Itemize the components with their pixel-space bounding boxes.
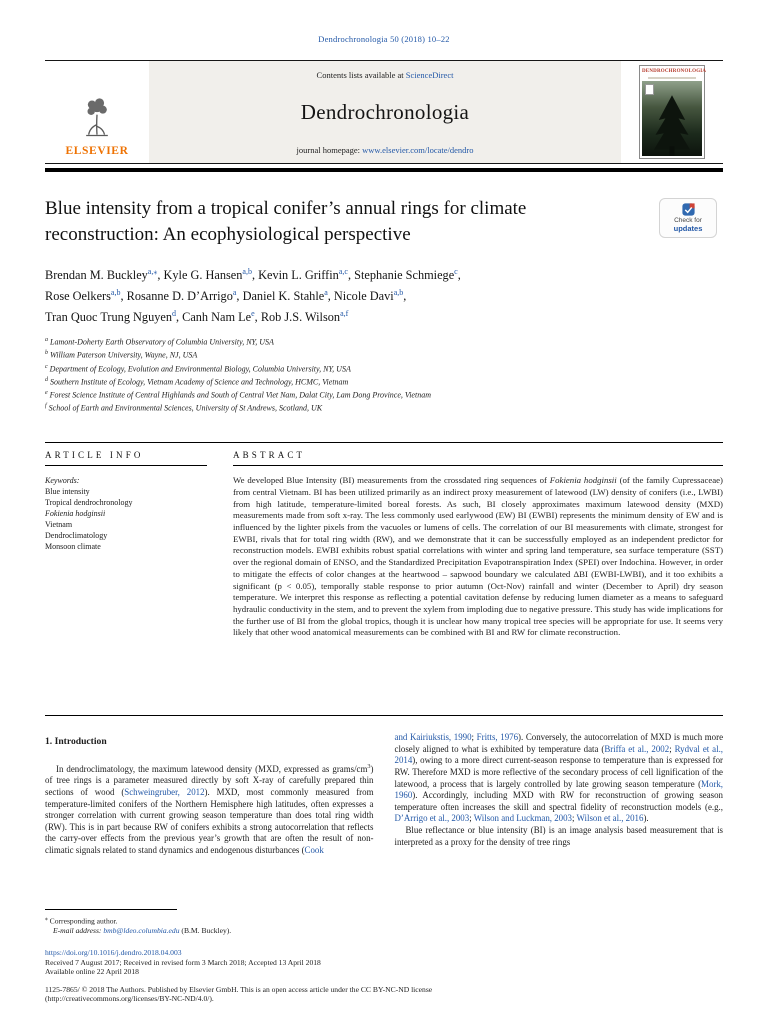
author-name: Rosanne D. D’Arrigo [126,289,233,304]
keyword: Blue intensity [45,487,90,497]
copyright-line1: 1125-7865/ © 2018 The Authors. Published by Elsevier GmbH. This is an open access article under the CC BY-NC-ND license [45,984,433,994]
author-affiliation-sup[interactable]: d [171,309,176,319]
text-segment: We developed Blue Intensity (BI) measurements from the crossdated ring sequences of [233,475,550,486]
citation-link[interactable]: Briffa et al., 2002 [604,743,670,754]
affiliation-text: School of Earth and Environmental Sciences, University of St Andrews, Scotland, UK [48,403,323,413]
cover-photo [642,81,702,156]
text-segment: ; [471,732,477,743]
author-line-2 [45,284,723,305]
sciencedirect-link[interactable]: ScienceDirect [405,70,454,80]
badge-text-line1: Check for [674,217,702,224]
affiliation-letter: d [45,376,48,383]
text-segment: ; [469,813,474,824]
email-note [45,926,723,936]
contents-prefix: Contents lists available at [316,70,406,80]
affiliation-text: Department of Ecology, Evolution and Environmental Biology, Columbia University, NY, USA [49,364,351,374]
citation-link[interactable]: Mork, 1960 [394,778,723,801]
affiliation-text: Lamont-Doherty Earth Observatory of Columbia University, NY, USA [50,337,274,347]
badge-text-line2: updates [673,224,703,233]
elsevier-logo [45,61,149,163]
affiliation [45,388,723,401]
article-info-abstract-section [45,443,723,715]
section-heading-introduction: 1. Introduction [45,736,107,748]
cover-tree-silhouette-icon [647,92,697,156]
text-segment: ) of tree rings is a parameter measured directly by soft X-ray of carefully prepared thin sections of wood ( [45,763,374,797]
author [354,268,461,282]
author [127,289,243,303]
affiliation-text: Southern Institute of Ecology, Vietnam Academy of Science and Technology, HCMC, Vietnam [50,377,349,387]
divider-thick [45,168,723,172]
author-separator: , [254,310,261,325]
author-name: Canh Nam Le [182,310,252,325]
homepage-line [297,145,474,155]
article-title-line2: reconstruction: An ecophysiological perspective [45,224,411,245]
citation-link[interactable]: Schweingruber, 2012 [124,786,205,797]
available-online-date: Available online 22 April 2018 [45,967,139,977]
author [182,310,261,324]
affiliation [45,335,723,348]
email-link[interactable]: bmb@ldeo.columbia.edu [103,926,180,936]
author-line-3 [45,305,723,326]
affiliation-letter: b [45,350,48,357]
author-affiliation-sup[interactable]: c [454,267,458,276]
author [45,310,182,324]
affiliation [45,401,723,414]
author [261,310,348,324]
author-list [45,263,723,326]
author-name: Stephanie Schmiege [354,268,455,283]
abstract-heading: ABSTRACT [233,450,723,466]
title-block [45,196,723,248]
article-body [45,716,723,856]
email-suffix: (B.M. Buckley). [179,926,232,936]
author-name: Tran Quoc Trung Nguyen [45,310,172,325]
affiliation-letter: e [45,389,48,396]
asterisk-marker: ⁎ [45,916,48,923]
author-separator: , [251,268,259,283]
affiliation [45,348,723,361]
page-footer [45,909,723,1004]
author-separator: , [327,289,334,304]
affiliation-text: Forest Science Institute of Central Highlands and South of Central Viet Nam, Dalat City, Lam Dong Province, Vietnam [49,390,431,400]
affiliation-list [45,335,723,414]
citation-link[interactable]: Rydval et al., 2014 [394,743,724,766]
received-dates: Received 7 August 2017; Received in revised form 3 March 2018; Accepted 13 April 2018 [45,957,321,967]
author-separator: , [120,289,127,304]
affiliation [45,362,723,375]
author-affiliation-sup[interactable]: a,⁎ [147,267,158,276]
author-name: Rose Oelkers [45,289,111,304]
journal-homepage-link[interactable]: www.elsevier.com/locate/dendro [362,145,474,155]
abstract-column [233,450,723,703]
text-segment: ). Accordingly, including MXD with RW for reconstruction of growing season temperature often increases the skill and spectral fidelity of reconstruction models (e.g., [394,790,723,812]
author-affiliation-sup[interactable]: a [232,288,237,298]
keyword: Dendroclimatology [45,531,108,541]
author [164,268,259,282]
article-title-line1: Blue intensity from a tropical conifer’s annual rings for climate [45,198,527,219]
author-name: Nicole Davi [333,289,394,304]
journal-name: Dendrochronologia [300,100,470,124]
author-affiliation-sup[interactable]: e [251,309,255,319]
corresponding-author-note [45,915,723,926]
keyword: Monsoon climate [45,542,101,552]
corresponding-author-text: Corresponding author. [47,916,118,926]
contents-line [317,70,454,80]
elsevier-tree-icon [71,93,123,143]
text-segment: ). Conversely, the autocorrelation of MXD is much more closely aligned to what is exhibited by temperature data ( [394,732,724,754]
citation-link[interactable]: Wilson and Luckman, 2003 [473,813,572,824]
author-affiliation-sup[interactable]: a,c [338,267,348,276]
abstract-text [233,475,723,639]
author-line-1 [45,263,723,284]
author-affiliation-sup[interactable]: a,f [340,309,349,319]
footnote-rule [45,909,177,910]
keywords-block [45,475,207,552]
body-column-right [395,732,724,856]
keyword: Tropical dendrochronology [45,498,133,508]
text-segment: ), owing to a more direct current-season response to temperature than is expressed for RW. Therefore MXD is more reflective of the secondary process of cell lignification of the latewood, a process that is largely controlled by late growing season temperature ( [394,755,723,789]
cover-subtitle-stripe [648,77,696,79]
author-affiliation-sup[interactable]: a [324,288,328,298]
text-segment: ). MXD, most commonly measured from temperature-limited conifers of the Northern Hemisphere high latitudes, often expresses a stronger correlation with current growing season temperature than does total ring width (RW). This is in part because RW of conifers exhibits a strong autocorrelation that reflects the carry-over effects from the previous year’s growth that are often the result of non-climatic signals related to stand dynamics and endogenous disturbances ( [45,786,374,855]
text-segment: Blue reflectance or blue intensity (BI) is an image analysis based measurement that is interpreted as a proxy for the density of tree rings [394,824,723,847]
check-for-updates-badge[interactable] [659,198,717,238]
affiliation-letter: a [45,337,48,344]
homepage-prefix: journal homepage: [296,145,363,155]
author-separator: , [236,289,243,304]
author-name: Kyle G. Hansen [163,268,243,283]
affiliation-letter: f [45,403,47,410]
author-separator: , [157,268,164,283]
author-separator: , [403,289,407,304]
text-segment: In dendroclimatology, the maximum latewood density (MXD, expressed as grams/cm [56,763,368,774]
author [45,289,127,303]
crossmark-icon [682,203,695,216]
author-name: Kevin L. Griffin [258,268,339,283]
author-affiliation-sup[interactable]: a,b [393,288,404,298]
author-separator: , [347,268,355,283]
keyword: Fokienia hodginsii [45,509,106,519]
citation-link[interactable]: D’Arrigo et al., 2003 [394,813,470,824]
keyword: Vietnam [45,520,73,530]
affiliation [45,375,723,388]
journal-header [45,60,723,164]
citation-link[interactable]: and Kairiukstis, 1990 [394,732,472,743]
body-paragraph [45,761,374,857]
author-separator: , [457,268,461,283]
author-affiliation-sup[interactable]: a,b [110,288,121,298]
article-title [45,196,643,248]
text-segment: ; [669,743,675,754]
doi-link[interactable]: https://doi.org/10.1016/j.dendro.2018.04.003 [45,948,182,958]
copyright-line2: (http://creativecommons.org/licenses/BY-NC-ND/4.0/). [45,994,214,1004]
author [243,289,334,303]
author [45,268,164,282]
journal-banner [149,61,621,163]
citation-link[interactable]: Fritts, 1976 [476,732,519,743]
journal-cover-thumbnail [639,65,705,159]
author-separator: , [175,310,183,325]
body-paragraph [395,825,724,848]
text-segment: Fokienia hodginsii [549,475,617,486]
cover-title: DENDROCHRONOLOGIA [642,69,707,74]
email-label: E-mail address: [53,926,104,936]
author-affiliation-sup[interactable]: a,b [242,267,252,276]
author [258,268,354,282]
citation-link[interactable]: Cook [304,844,324,855]
article-info-column [45,450,207,703]
text-segment: (of the family Cupressaceae) from central Vietnam. BI has been utilized primarily as an indirect proxy measurement of latewood (LW) density of conifers (i.e., LWBI) from high latitude, temperature-limited boreal forests. As such, BI closely approximates maximum latewood density (MXD) measurements made from soft x-ray. The less commonly used earlywood (EW) BI (EWBI) represents the minimum density of EW and is influenced by the lighter pixels from the vacuoles or lumens of cells. The correlation of our BI measurements with climate, strongest for EWBI, rivals that for total ring width (RW), and we demonstrate that it can be successfully employed as an independent predictor for reconstruction models. EWBI exhibits robust spatial correlations with winter and spring land temperature, sea surface temperature (SST) over the regional domain of ENSO, and the Standardized Precipitation Evapotranspiration Index (SPEI) over Indochina. However, in order to mitigate the effects of color changes at the heartwood – sapwood boundary we calculated ΔBI (EWBI-LWBI), and it too exhibits a significant (p < 0.05), temporally stable response to prior autumn (Oct-Nov) rainfall and winter (December to April) dry season temperature. We interpret this response as reflecting a potential cavitation defense by reducing lumen diameter as a means to safeguard hydraulic conductivity in the stem, and to prevent the xylem from imploding due to negative pressure. This study has wide implications for the further use of BI from the global tropics, though it is unclear how many tropical tree species will be appropriate for use. It seems very likely that other wood anatomical measurements can be combined with BI and RW for climate reconstruction. [233,475,723,638]
keywords-label: Keywords: [45,476,80,486]
elsevier-wordmark: ELSEVIER [65,145,129,157]
affiliation-letter: c [45,363,48,370]
author-name: Rob J.S. Wilson [260,310,341,325]
affiliation-text: William Paterson University, Wayne, NJ, USA [50,351,198,361]
text-segment: ). [643,813,649,824]
journal-cover-area [621,61,723,163]
author-name: Brendan M. Buckley [45,268,148,283]
body-paragraph [395,732,724,825]
journal-citation: Dendrochronologia 50 (2018) 10–22 [318,34,450,44]
author-name: Daniel K. Stahle [242,289,325,304]
body-column-left [45,732,374,856]
author [334,289,406,303]
superscript: 3 [367,762,371,770]
citation-link[interactable]: Wilson et al., 2016 [576,813,644,824]
text-segment: ; [571,813,577,824]
article-info-heading: ARTICLE INFO [45,450,207,466]
